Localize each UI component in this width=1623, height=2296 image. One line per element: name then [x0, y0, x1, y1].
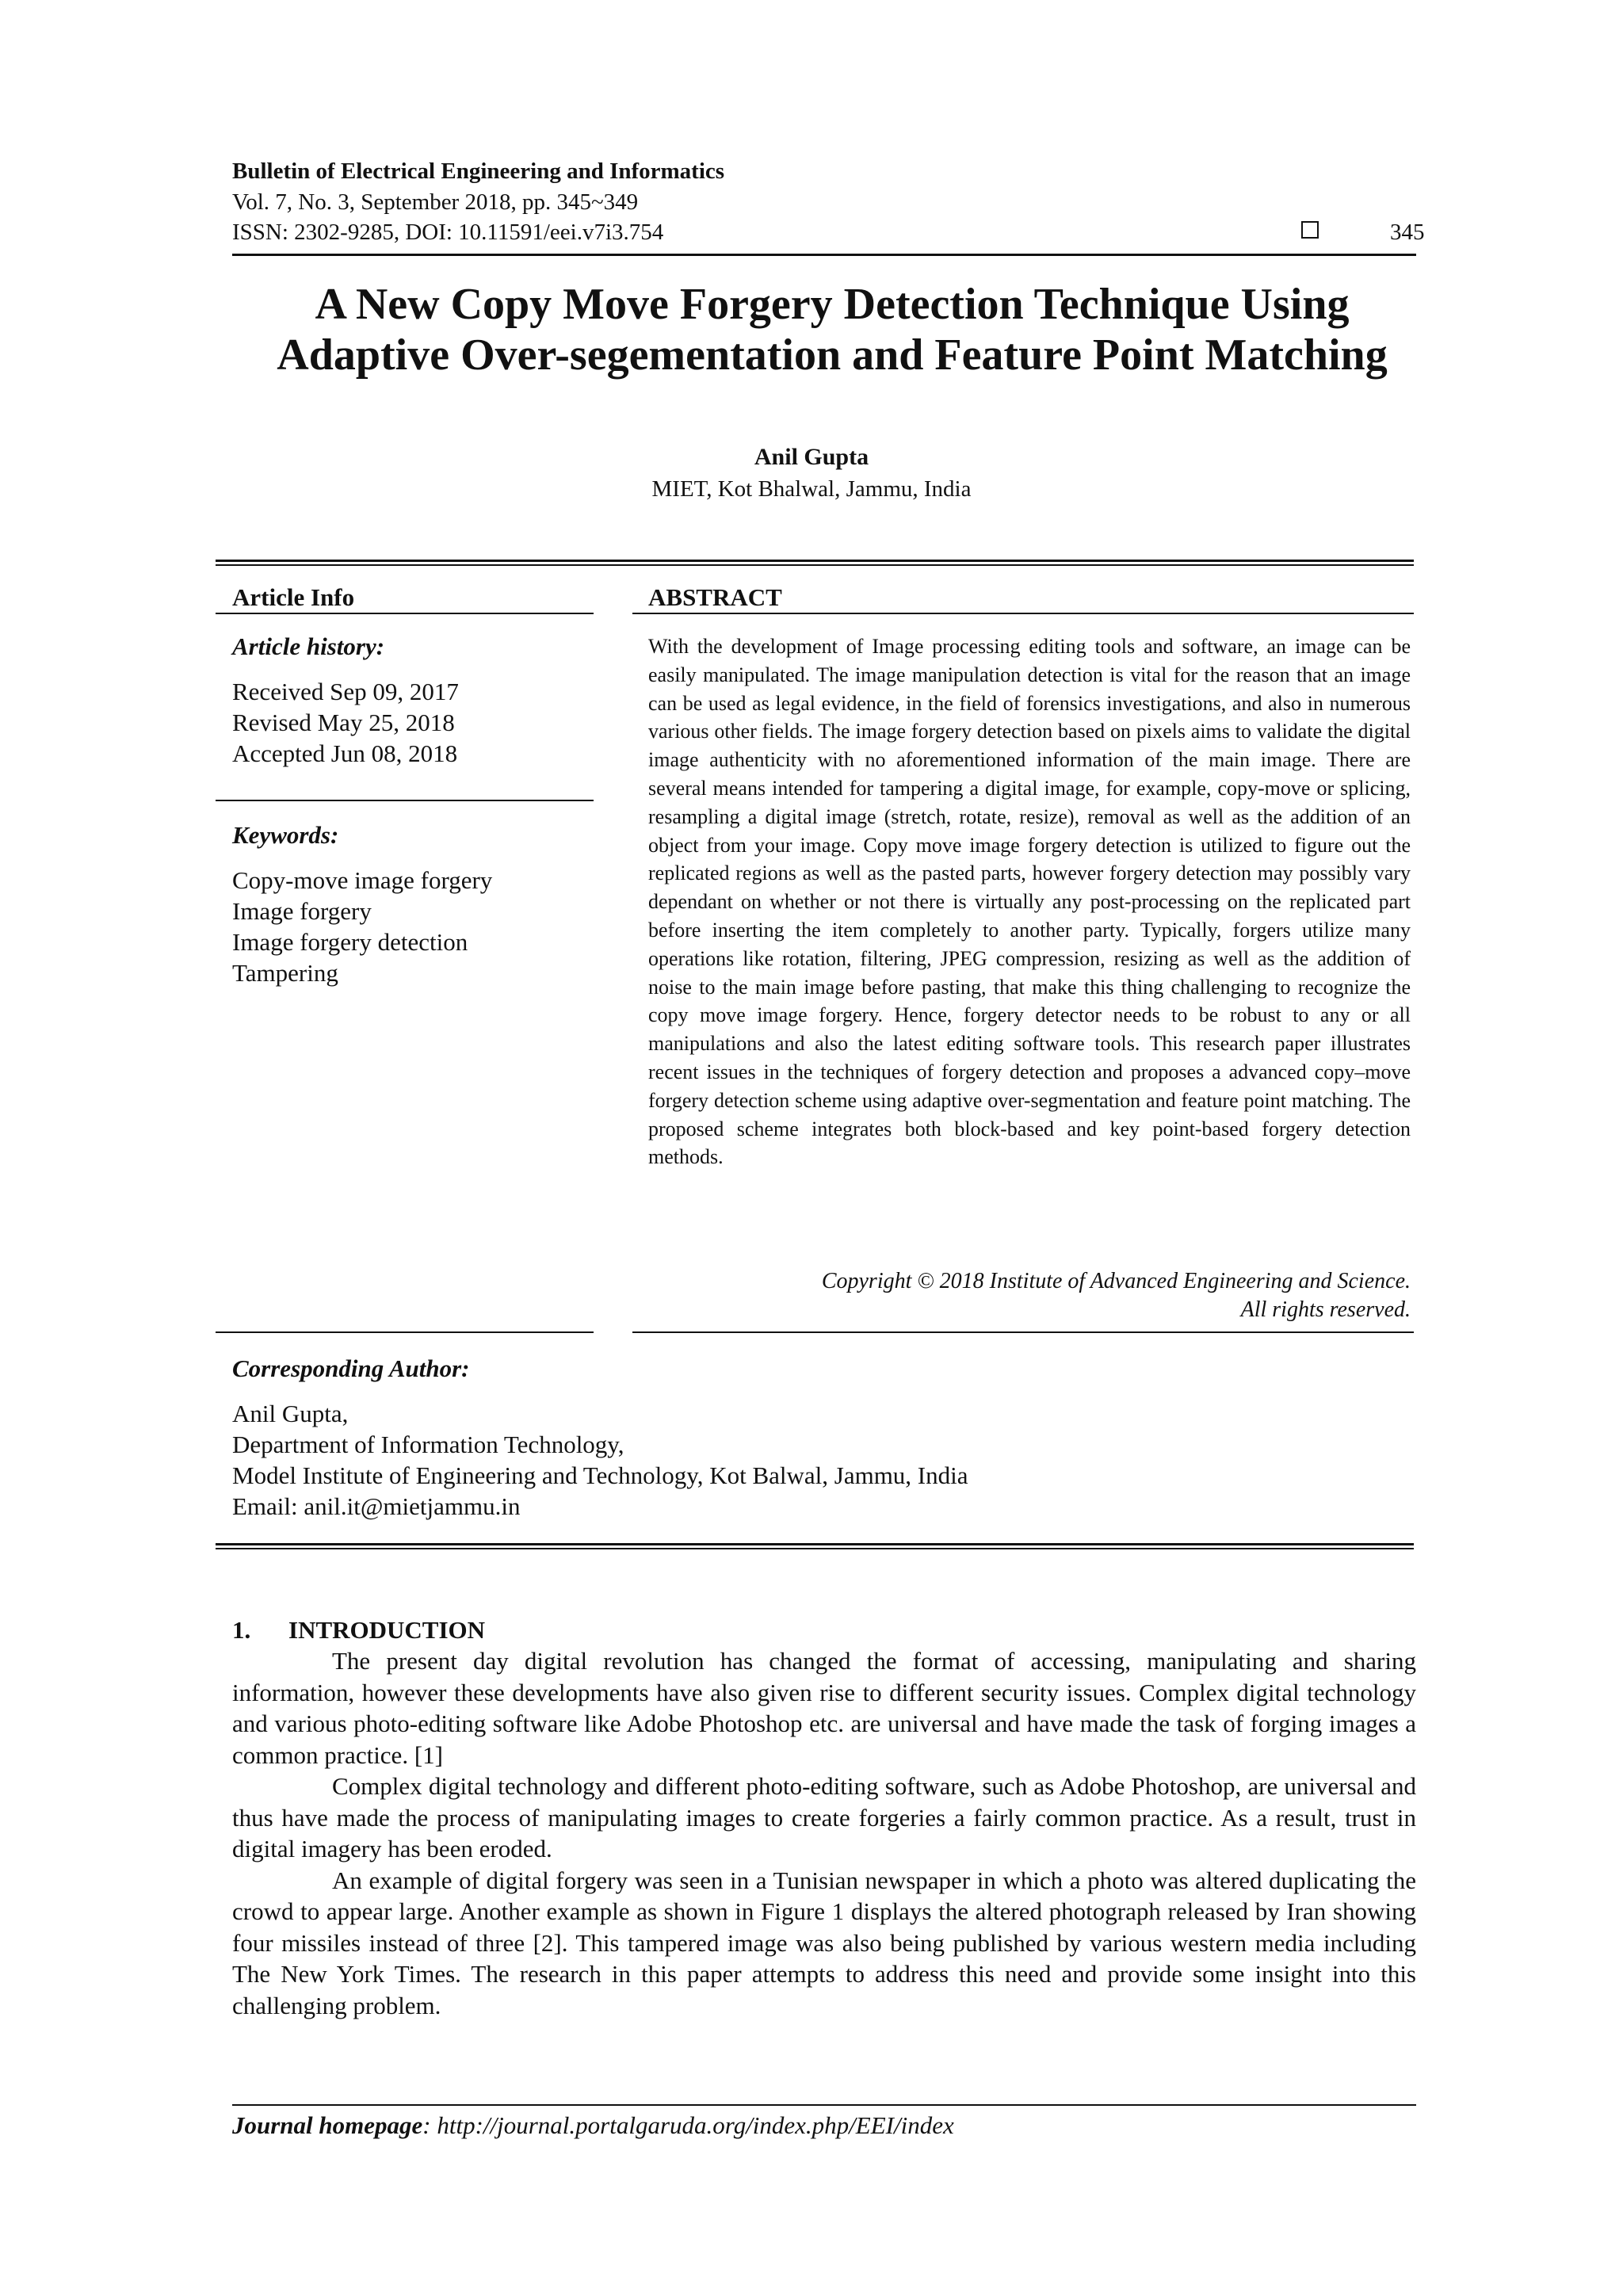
info-top-rule-2 — [216, 564, 1414, 566]
intro-body — [232, 1645, 1416, 2021]
corresponding-heading: Corresponding Author: — [232, 1354, 470, 1382]
info-top-rule — [216, 560, 1414, 562]
intro-paragraph: The present day digital revolution has changed the format of accessing, manipulating and sharing information, however these developments have also given rise to different security issues. Complex digital technology and various photo-editing software like Adobe Photoshop etc. are universal and have made the task of forging images a common practice. [1] — [232, 1647, 1416, 1769]
info-bottom-rule — [216, 1543, 1414, 1545]
history-rule — [216, 800, 594, 801]
abstract-text: With the development of Image processing editing tools and software, an image can be easily manipulated. The image manipulation detection is vital for the reason that an image can be used as legal evidence, in the field of forensics investigations, and also in numerous various other fields. The image forgery detection based on pixels aims to validate the digital image authenticity with no aforementioned information of the main image. There are several means intended for tampering a digital image, for example, copy-move or splicing, resampling a digital image (stretch, rotate, resize), removal as well as the addition of an object from your image. Copy move image forgery detection is utilized to figure out the replicated regions as well as the pasted parts, however forgery detection may possibly vary dependant on whether or not there is virtually any post-processing on the replicated part before inserting the item completely to another party. Typically, forgers utilize many operations like rotation, filtering, JPEG compression, resizing as well as the addition of noise to the main image before pasting, that make this thing challenging to recognize the copy move image forgery. Hence, forgery detector needs to be robust to any or all manipulations and also the latest editing software tools. This research paper illustrates recent issues in the techniques of forgery detection and proposes a advanced copy–move forgery detection scheme using adaptive over-segmentation and feature point matching. The proposed scheme integrates both block-based and key point-based forgery detection methods. — [648, 635, 1411, 1169]
journal-volume: Vol. 7, No. 3, September 2018, pp. 345~349 — [232, 189, 639, 215]
corresponding-department: Department of Information Technology, — [232, 1431, 624, 1458]
journal-issn-doi: ISSN: 2302-9285, DOI: 10.11591/eei.v7i3.754 — [232, 220, 664, 245]
journal-name: Bulletin of Electrical Engineering and Informatics — [232, 159, 725, 184]
homepage-label: Journal homepage — [232, 2111, 423, 2139]
abstract-heading: ABSTRACT — [648, 583, 782, 611]
keywords-heading: Keywords: — [232, 821, 339, 849]
info-bottom-rule-2 — [216, 1548, 1414, 1549]
intro-paragraph: Complex digital technology and different photo-editing software, such as Adobe Photoshop, are universal and thus have made the process of manipulating images to create forgeries a fairly common practice. As a result, trust in digital imagery has been eroded. — [232, 1772, 1416, 1862]
article-info-heading: Article Info — [232, 583, 355, 611]
intro-paragraph: An example of digital forgery was seen in a Tunisian newspaper in which a photo was altered duplicating the crowd to appear large. Another example as shown in Figure 1 displays the altered photograph released by Iran showing four missiles instead of three [2]. This tampered image was also being published by various western media including The New York Times. The research in this paper attempts to address this need and provide some insight into this challenging problem. — [232, 1866, 1416, 2019]
corresponding-institute: Model Institute of Engineering and Technology, Kot Balwal, Jammu, India — [232, 1461, 968, 1489]
paper-title — [158, 279, 1506, 380]
copyright-line1: Copyright © 2018 Institute of Advanced Engineering and Science. — [821, 1269, 1411, 1293]
page-number: 345 — [1390, 220, 1425, 245]
copyright-line2: All rights reserved. — [1240, 1297, 1411, 1322]
footer-rule — [232, 2104, 1416, 2106]
author-name: Anil Gupta — [754, 444, 869, 470]
corresponding-name: Anil Gupta, — [232, 1400, 349, 1427]
homepage-separator: : — [422, 2111, 431, 2139]
keyword-item: Image forgery detection — [232, 928, 468, 956]
abstract-rule — [632, 613, 1414, 614]
abstract-bottom-rule — [632, 1331, 1414, 1333]
checkbox-icon — [1301, 221, 1319, 239]
article-history-heading: Article history: — [232, 632, 385, 660]
keywords-rule — [216, 1331, 594, 1333]
intro-heading-number: 1. — [232, 1616, 251, 1644]
revised-date: Revised May 25, 2018 — [232, 709, 455, 736]
keyword-item: Tampering — [232, 959, 338, 987]
author-affiliation: MIET, Kot Bhalwal, Jammu, India — [651, 476, 972, 502]
paper-title-line1: A New Copy Move Forgery Detection Technique Using — [315, 280, 1350, 329]
copyright-notice — [648, 1267, 1411, 1324]
article-info-rule — [216, 613, 594, 614]
accepted-date: Accepted Jun 08, 2018 — [232, 739, 458, 767]
corresponding-email: Email: anil.it@mietjammu.in — [232, 1492, 521, 1520]
paper-title-line2: Adaptive Over-segementation and Feature Point Matching — [277, 330, 1388, 380]
journal-homepage — [232, 2110, 954, 2141]
received-date: Received Sep 09, 2017 — [232, 678, 459, 705]
homepage-url[interactable]: http://journal.portalgaruda.org/index.php/EEI/index — [437, 2111, 954, 2139]
keyword-item: Copy-move image forgery — [232, 866, 493, 894]
intro-heading: INTRODUCTION — [288, 1616, 486, 1644]
keyword-item: Image forgery — [232, 897, 372, 925]
header-rule — [232, 254, 1416, 256]
